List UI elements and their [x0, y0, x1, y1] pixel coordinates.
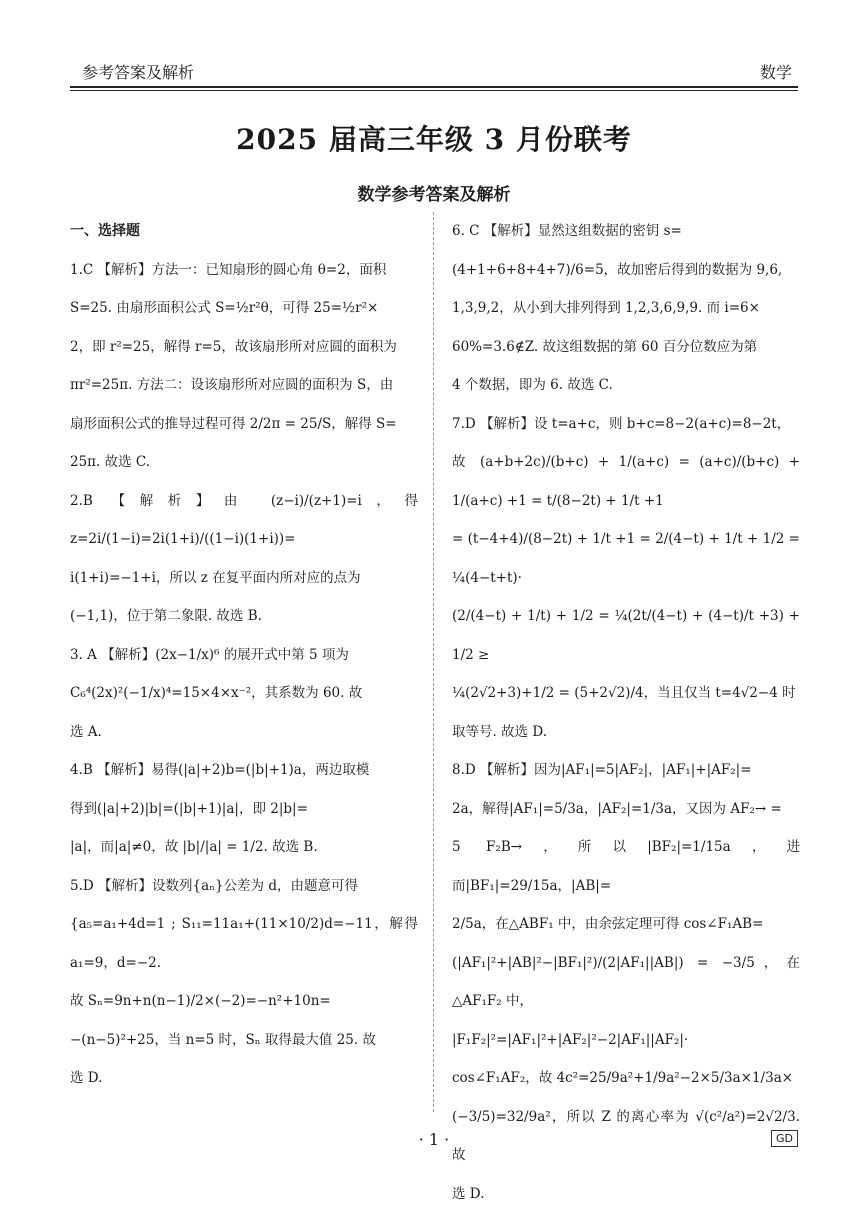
text-line: 3. A 【解析】(2x−1/x)⁶ 的展开式中第 5 项为	[70, 646, 349, 663]
header-right: 数学	[759, 63, 792, 82]
text-line: i(1+i)=−1+i，所以 z 在复平面内所对应的点为	[70, 569, 361, 586]
text-line: 8.D 【解析】因为|AF₁|=5|AF₂|，|AF₁|+|AF₂|=	[452, 762, 752, 778]
text-line: 扇形面积公式的推导过程可得 2/2π = 25/S，解得 S=	[70, 415, 397, 432]
text-line: 得到(|a|+2)|b|=(|b|+1)|a|，即 2|b|=	[70, 800, 308, 817]
text-line: 2，即 r²=25，解得 r=5，故该扇形所对应圆的面积为	[70, 338, 397, 355]
page-number: · 1 ·	[418, 1130, 450, 1149]
header-left: 参考答案及解析	[82, 63, 195, 82]
text-line: 故 Sₙ=9n+n(n−1)/2×(−2)=−n²+10n=	[70, 993, 331, 1009]
text-line: (−1,1)，位于第二象限. 故选 B.	[70, 608, 262, 624]
page-subtitle: 数学参考答案及解析	[357, 185, 511, 205]
left-column	[70, 212, 418, 1098]
text-line: |F₁F₂|²=|AF₁|²+|AF₂|²−2|AF₁||AF₂|·	[452, 1031, 689, 1048]
text-line: 4 个数据，即为 6. 故选 C.	[452, 377, 613, 393]
left-lines	[70, 251, 418, 1098]
text-line: cos∠F₁AF₂，故 4c²=25/9a²+1/9a²−2×5/3a×1/3a×	[452, 1070, 794, 1086]
text-line: 5 F₂B→，所以|BF₂|=1/15a，进而|BF₁|=29/15a，|AB|=	[452, 839, 800, 894]
header-rule	[70, 86, 798, 88]
text-line: C₆⁴(2x)²(−1/x)⁴=15×4×x⁻²，其系数为 60. 故	[70, 685, 363, 701]
text-line: 5.D 【解析】设数列{aₙ}公差为 d，由题意可得	[70, 877, 358, 894]
text-line: 2.B 【解析】由 (z−i)/(z+1)=i，得 z=2i/(1−i)=2i(1+i)/((1−i)(1+i))=	[70, 492, 418, 547]
right-column	[452, 212, 800, 1213]
text-line: 60%=3.6∉Z. 故这组数据的第 60 百分位数应为第	[452, 338, 758, 355]
text-line: 1,3,9,2，从小到大排列得到 1,2,3,6,9,9. 而 i=6×	[452, 300, 760, 316]
text-line: = (t−4+4)/(8−2t) + 1/t +1 = 2/(4−t) + 1/t + 1/2 = ¼(4−t+t)·	[452, 531, 800, 586]
text-line: (|AF₁|²+|AB|²−|BF₁|²)/(2|AF₁||AB|) = −3/5，在△AF₁F₂ 中，	[452, 954, 800, 1009]
text-line: (2/(4−t) + 1/t) + 1/2 = ¼(2t/(4−t) + (4−t)/t +3) + 1/2 ≥	[452, 608, 800, 663]
text-line: 选 D.	[70, 1070, 103, 1086]
text-line: 4.B 【解析】易得(|a|+2)b=(|b|+1)a，两边取模	[70, 762, 370, 778]
text-line: −(n−5)²+25，当 n=5 时，Sₙ 取得最大值 25. 故	[70, 1031, 376, 1048]
text-line: ¼(2√2+3)+1/2 = (5+2√2)/4，当且仅当 t=4√2−4 时	[452, 685, 796, 701]
text-line: 2a，解得|AF₁|=5/3a，|AF₂|=1/3a，又因为 AF₂→ =	[452, 800, 782, 817]
text-line: 2/5a，在△ABF₁ 中，由余弦定理可得 cos∠F₁AB=	[452, 916, 764, 932]
text-line: S=25. 由扇形面积公式 S=½r²θ，可得 25=½r²×	[70, 300, 379, 316]
text-line: 取等号. 故选 D.	[452, 723, 548, 740]
text-line: |a|，而|a|≠0，故 |b|/|a| = 1/2. 故选 B.	[70, 839, 318, 855]
text-line: 选 D.	[452, 1185, 485, 1202]
text-line: 25π. 故选 C.	[70, 454, 151, 470]
text-line: 1.C 【解析】方法一：已知扇形的圆心角 θ=2，面积	[70, 261, 387, 278]
text-line: (4+1+6+8+4+7)/6=5，故加密后得到的数据为 9,6,	[452, 261, 783, 278]
column-divider	[433, 212, 434, 1112]
page-header	[70, 58, 798, 84]
text-line: 选 A.	[70, 723, 102, 740]
text-line: 7.D 【解析】设 t=a+c，则 b+c=8−2(a+c)=8−2t，	[452, 415, 791, 432]
text-line: πr²=25π. 方法二：设该扇形所对应圆的面积为 S，由	[70, 377, 394, 393]
text-line: 故 (a+b+2c)/(b+c) + 1/(a+c) = (a+c)/(b+c) + 1/(a+c) +1 = t/(8−2t) + 1/t +1	[452, 454, 800, 509]
page-title: 2025 届高三年级 3 月份联考	[236, 123, 632, 156]
header-rule-thin	[70, 90, 798, 91]
text-line: {a₅=a₁+4d=1 ; S₁₁=11a₁+(11×10/2)d=−11，解得 a₁=9，d=−2.	[70, 916, 418, 971]
region-badge: GD	[771, 1130, 798, 1147]
section-heading: 一、选择题	[70, 223, 140, 239]
text-line: (−3/5)=32/9a²，所以 Z 的离心率为 √(c²/a²)=2√2/3. 故	[452, 1108, 800, 1163]
text-line: 6. C 【解析】显然这组数据的密钥 s=	[452, 223, 682, 239]
right-lines	[452, 212, 800, 1213]
